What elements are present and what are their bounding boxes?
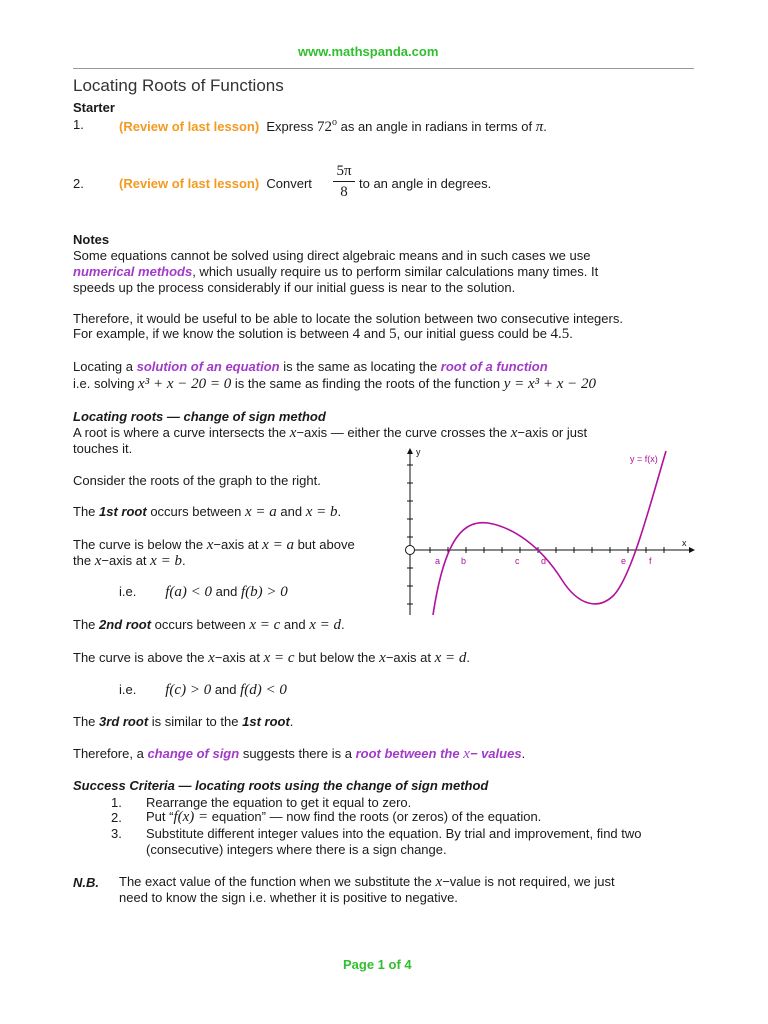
success-item-1: Rearrange the equation to get it equal to zero.: [146, 795, 412, 810]
notes-p1-line1: Some equations cannot be solved using direct algebraic means and in such cases we use: [73, 248, 591, 263]
numerical-methods-highlight: numerical methods: [73, 264, 193, 279]
x-axis-label: x: [682, 538, 687, 548]
success-item-3-line2: (consecutive) integers where there is a sign change.: [146, 842, 447, 857]
ie-line1: i.e. f(a) < 0 and f(b) > 0: [119, 584, 288, 600]
first-root-text: The 1st root occurs between x = a and x = b.: [73, 504, 342, 520]
below-line1: The curve is below the x−axis at x = a but above: [73, 537, 355, 553]
q1-post: as an angle in radians in terms of: [340, 119, 533, 134]
third-root-text: The 3rd root is similar to the 1st root.: [73, 714, 294, 729]
q2-review-tag: (Review of last lesson): [119, 176, 260, 191]
q2-fraction: [333, 162, 355, 201]
nb-label: N.B.: [73, 875, 99, 890]
conclusion-text: Therefore, a change of sign suggests there is a root between the x− values.: [73, 746, 526, 762]
starter-heading: Starter: [73, 100, 115, 115]
header-rule: [73, 68, 694, 69]
q2-post: to an angle in degrees.: [359, 176, 492, 191]
root-highlight: root of a function: [440, 359, 548, 374]
y-axis-label: y: [416, 447, 421, 457]
q1-pi: π: [535, 119, 544, 135]
axis-ticks: [407, 465, 664, 604]
point-f: f: [649, 556, 652, 566]
q2-frac-bar: [333, 181, 355, 182]
cubic-graph: [400, 445, 700, 620]
consider-text: Consider the roots of the graph to the right.: [73, 473, 321, 488]
starter-q1: [73, 117, 84, 132]
q1-pre: Express: [266, 119, 314, 134]
method-line2: touches it.: [73, 441, 133, 456]
origin-marker: [406, 546, 415, 555]
q1-number: 1.: [73, 117, 84, 132]
success-item-2: Put “f(x) = equation” — now find the roots (or zeros) of the equation.: [146, 809, 542, 825]
starter-q2-text: [119, 176, 312, 191]
equation: x³ + x − 20 = 0: [138, 376, 232, 392]
success-item-2-num: 2.: [111, 810, 122, 825]
notes-p3-line2: i.e. solving x³ + x − 20 = 0 is the same as finding the roots of the function y = x³ + x − 20: [73, 376, 597, 392]
notes-heading: Notes: [73, 232, 110, 247]
starter-q1-text: (Review of last lesson) Express 72$^o$ as an angle in radians in terms of π.: [119, 117, 547, 135]
point-a: a: [435, 556, 441, 566]
q2-pre: Convert: [266, 176, 312, 191]
point-e: e: [621, 556, 627, 566]
above-line: The curve is above the x−axis at x = c but below the x−axis at x = d.: [73, 650, 471, 666]
success-heading: Success Criteria — locating roots using the change of sign method: [73, 778, 489, 793]
notes-p1-line3: speeds up the process considerably if our initial guess is near to the solution.: [73, 280, 516, 295]
q2-number: 2.: [73, 176, 84, 191]
page-title: Locating Roots of Functions: [73, 76, 284, 95]
q2-frac-den: 8: [340, 184, 348, 200]
q1-angle: 72$^o$: [316, 117, 337, 135]
second-root-text: The 2nd root occurs between x = c and x = d.: [73, 617, 345, 633]
starter-q2: [73, 176, 84, 191]
curve-label: y = f(x): [630, 454, 658, 464]
notes-p2-line1: Therefore, it would be useful to be able to locate the solution between two consecutive integers.: [73, 311, 623, 326]
solution-highlight: solution of an equation: [136, 359, 280, 374]
nb-line1: The exact value of the function when we substitute the x−value is not required, we just: [119, 874, 615, 890]
notes-p2-line2: For example, if we know the solution is between 4 and 5, our initial guess could be 4.5.: [73, 326, 573, 342]
q2-frac-num: 5π: [336, 163, 352, 179]
q1-review-tag: (Review of last lesson): [119, 119, 260, 134]
method-line1: A root is where a curve intersects the x−axis — either the curve crosses the x−axis or just: [73, 425, 588, 441]
point-c: c: [515, 556, 520, 566]
below-line2: the x−axis at x = b.: [73, 553, 186, 569]
cubic-curve: [433, 451, 666, 615]
success-item-3-num: 3.: [111, 826, 122, 841]
site-url[interactable]: www.mathspanda.com: [298, 44, 439, 59]
nb-line2: need to know the sign i.e. whether it is positive to negative.: [119, 890, 458, 905]
success-item-3-line1: Substitute different integer values into the equation. By trial and improvement, find two: [146, 826, 642, 841]
ie-line2: i.e. f(c) > 0 and f(d) < 0: [119, 682, 287, 698]
notes-p3-line1: Locating a solution of an equation is the same as locating the root of a function: [73, 359, 548, 374]
point-b: b: [461, 556, 467, 566]
function-y: y = x³ + x − 20: [503, 376, 597, 392]
method-heading: Locating roots — change of sign method: [73, 409, 326, 424]
notes-p1-line2: numerical methods, which usually require us to perform similar calculations many times. It: [73, 264, 599, 279]
point-d: d: [541, 556, 547, 566]
success-item-1-num: 1.: [111, 795, 122, 810]
page-number: Page 1 of 4: [343, 957, 412, 972]
